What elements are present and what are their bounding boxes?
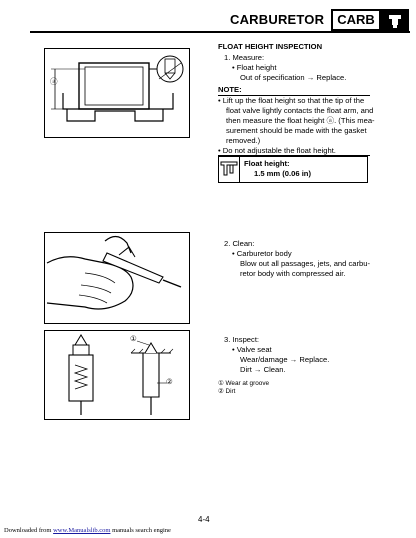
footer-prefix: Downloaded from — [4, 527, 54, 534]
caliper-icon — [218, 156, 240, 183]
step-3-line: Wear/damage → Replace. — [240, 355, 330, 364]
legend-item: ① Wear at groove — [218, 380, 270, 387]
note-line: removed.) — [226, 136, 261, 145]
note-line: surement should be made with the gasket — [226, 126, 367, 135]
step-2-title: 2. Clean: — [224, 239, 255, 248]
download-footer — [4, 527, 171, 534]
spec-label: Float height: — [244, 159, 290, 168]
note-line: float valve lightly contacts the float arm, and — [226, 106, 374, 115]
spec-value: 1.5 mm (0.06 in) — [254, 169, 311, 178]
header-title: CARBURETOR — [230, 12, 325, 27]
section-code-badge: CARB — [331, 9, 381, 31]
note-label: NOTE: — [218, 85, 242, 94]
note-line: then measure the float height ⓐ. (This mea- — [226, 116, 375, 125]
note-line: • Lift up the float height so that the tip of the — [218, 96, 365, 105]
cleaning-figure — [44, 232, 190, 324]
carburetor-icon — [381, 9, 409, 31]
cleaning-drawing — [45, 233, 191, 325]
footer-suffix: manuals search engine — [110, 527, 171, 534]
step-2-line: Blow out all passages, jets, and carbu- — [240, 259, 371, 268]
float-height-drawing — [45, 49, 191, 139]
valve-seat-figure — [44, 330, 190, 420]
step-2-bullet: • Carburetor body — [232, 249, 292, 258]
float-height-figure — [44, 48, 190, 138]
note-line: • Do not adjustable the float height. — [218, 146, 336, 155]
header-rule — [30, 31, 410, 33]
manualslib-link[interactable]: www.Manualslib.com — [53, 527, 111, 534]
step-1-spec-line: Out of specification → Replace. — [240, 73, 347, 82]
section-title: FLOAT HEIGHT INSPECTION — [218, 42, 323, 51]
step-2-line: retor body with compressed air. — [240, 269, 346, 278]
figure-label-a: ⓐ — [50, 77, 58, 86]
legend-item: ② Dirt — [218, 388, 236, 395]
step-3-bullet: • Valve seat — [232, 345, 272, 354]
step-1-bullet: • Float height — [232, 63, 277, 72]
valve-seat-drawing — [45, 331, 191, 421]
page-number: 4-4 — [198, 515, 210, 524]
step-3-line: Dirt → Clean. — [240, 365, 286, 374]
figure-label-2: ② — [166, 377, 173, 386]
step-3-title: 3. Inspect: — [224, 335, 260, 344]
figure-label-1: ① — [130, 334, 137, 343]
step-1-title: 1. Measure: — [224, 53, 265, 62]
